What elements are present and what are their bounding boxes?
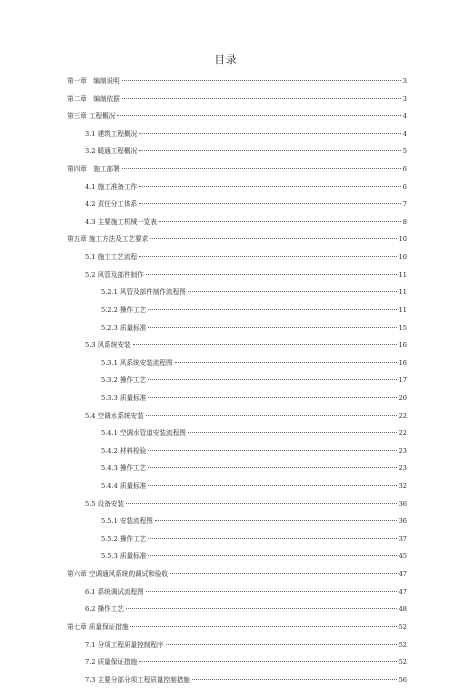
toc-entry[interactable] [67,496,407,514]
toc-dot-leader [139,133,401,134]
toc-entry-page-number: 6 [402,165,407,174]
toc-entry-label: 第四章 施工部署 [67,165,120,174]
toc-entry-page-number: 23 [398,446,407,455]
toc-entry-label: 3.2 暖通工程概况 [85,147,138,156]
toc-entry-label: 7.1 分项工程质量控制程序 [85,640,164,649]
toc-entry-label: 5.4 空调水系统安装 [85,411,144,420]
toc-entry-page-number: 47 [398,570,407,579]
toc-entry[interactable] [67,108,407,126]
toc-dot-leader [148,467,396,468]
toc-entry[interactable] [67,91,407,109]
toc-entry-page-number: 11 [398,288,407,297]
toc-entry[interactable] [67,320,407,338]
toc-entry-label: 5.4.2 材料检验 [101,446,147,455]
toc-entry-label: 第一章 编制说明 [67,77,120,85]
toc-entry-label: 7.3 主要分部分项工程质量控制措施 [85,675,190,684]
toc-entry-label: 第六章 空调通风系统的调试和验收 [67,570,169,579]
page-title: 目录 [214,54,238,66]
toc-entry-page-number: 11 [398,305,407,314]
toc-entry-page-number: 7 [402,200,407,209]
toc-entry-page-number: 52 [398,658,407,667]
toc-dot-leader [148,327,396,328]
toc-entry[interactable] [67,637,407,655]
toc-entry-label: 5.4.3 操作工艺 [101,464,147,473]
toc-dot-leader [117,115,401,116]
toc-entry[interactable] [67,566,407,584]
toc-entry-label: 5.5.3 质量标准 [101,552,147,561]
toc-entry[interactable] [67,355,407,373]
toc-dot-leader [126,608,397,609]
toc-entry[interactable] [67,196,407,214]
toc-entry-label: 5.1 施工工艺流程 [85,253,138,262]
toc-dot-leader [139,150,401,151]
toc-entry[interactable] [67,460,407,478]
toc-dot-leader [122,168,401,169]
toc-dot-leader [122,98,401,99]
toc-entry-page-number: 4 [402,129,407,138]
toc-entry-page-number: 10 [398,235,407,244]
toc-dot-leader [139,203,401,204]
toc-entry-page-number: 5 [402,147,407,156]
toc-entry-label: 5.5 设备安装 [85,499,124,508]
toc-dot-leader [122,80,401,81]
toc-entry-page-number: 16 [398,341,407,350]
toc-entry-label: 第二章 编制依据 [67,94,120,103]
toc-entry-label: 5.5.1 安装流程图 [101,517,153,526]
toc-entry[interactable] [67,654,407,672]
toc-entry[interactable] [67,143,407,161]
toc-entry-label: 4.2 责任分工体系 [85,200,138,209]
toc-entry-page-number: 47 [398,587,407,596]
toc-entry[interactable] [67,372,407,390]
toc-entry-page-number: 4 [402,112,407,121]
toc-entry-label: 5.5.2 操作工艺 [101,534,147,543]
toc-entry[interactable] [67,126,407,144]
toc-entry-page-number: 36 [398,499,407,508]
toc-entry[interactable] [67,601,407,619]
toc-entry-page-number: 23 [398,464,407,473]
toc-entry[interactable] [67,231,407,249]
toc-entry[interactable] [67,443,407,461]
toc-entry-page-number: 3 [402,94,407,103]
toc-entry[interactable] [67,214,407,232]
toc-entry[interactable] [67,425,407,443]
toc-entry-page-number: 6 [402,182,407,191]
toc-entry-page-number: 56 [398,675,407,684]
toc-entry[interactable] [67,161,407,179]
toc-dot-leader [130,626,396,627]
toc-entry-page-number: 17 [398,376,407,385]
toc-dot-leader [146,415,397,416]
toc-entry[interactable] [67,73,407,91]
toc-dot-leader [146,591,397,592]
toc-entry-page-number: 11 [398,270,407,279]
toc-entry-label: 5.2 风管及部件制作 [85,270,144,279]
toc-dot-leader [148,309,396,310]
toc-entry-label: 5.3.2 操作工艺 [101,376,147,385]
toc-entry-label: 5.3.3 质量标准 [101,393,147,402]
toc-dot-leader [148,485,396,486]
toc-entry-label: 7.2 质量保证措施 [85,658,138,667]
toc-dot-leader [155,520,397,521]
toc-entry[interactable] [67,548,407,566]
toc-entry-page-number: 22 [398,429,407,438]
toc-entry-label: 5.4.1 空调水管道安装流程图 [101,429,186,438]
toc-entry-page-number: 45 [398,552,407,561]
toc-entry[interactable] [67,531,407,549]
toc-entry-label: 6.2 操作工艺 [85,605,124,614]
toc-dot-leader [175,362,397,363]
toc-dot-leader [139,661,396,662]
toc-entry-page-number: 22 [398,411,407,420]
toc-entry-label: 5.2.1 风管及部件制作流程图 [101,288,186,297]
toc-entry-label: 3.1 建筑工程概况 [85,129,138,138]
toc-dot-leader [192,679,397,680]
toc-entry[interactable] [67,619,407,637]
toc-dot-leader [148,450,396,451]
toc-entry[interactable] [67,584,407,602]
toc-entry[interactable] [67,249,407,267]
toc-dot-leader [139,256,396,257]
toc-entry[interactable] [67,267,407,285]
toc-entry-label: 第七章 质量保证措施 [67,622,129,631]
toc-entry-page-number: 8 [402,217,407,226]
toc-entry-page-number: 36 [398,517,407,526]
toc-entry-label: 5.3 风系统安装 [85,341,131,350]
table-of-contents [67,73,407,689]
toc-entry-page-number: 16 [398,358,407,367]
toc-entry-page-number: 15 [398,323,407,332]
toc-entry-page-number: 10 [398,253,407,262]
toc-entry-label: 5.2.3 质量标准 [101,323,147,332]
toc-dot-leader [166,644,397,645]
toc-entry-page-number: 37 [398,534,407,543]
toc-entry-label: 4.1 施工准备工作 [85,182,138,191]
toc-entry[interactable] [67,337,407,355]
toc-dot-leader [148,555,396,556]
toc-dot-leader [146,274,397,275]
toc-dot-leader [148,538,396,539]
toc-entry[interactable] [67,284,407,302]
toc-entry-page-number: 52 [398,640,407,649]
toc-entry-page-number: 32 [398,482,407,491]
toc-entry-label: 5.3.1 风系统安装流程图 [101,358,173,367]
toc-entry-page-number: 3 [402,77,407,85]
toc-entry[interactable] [67,672,407,689]
toc-entry-label: 4.3 主要施工机械一览表 [85,217,157,226]
toc-dot-leader [148,397,396,398]
toc-entry-label: 6.1 系统调试流程图 [85,587,144,596]
toc-dot-leader [188,291,397,292]
toc-dot-leader [170,573,397,574]
toc-entry[interactable] [67,513,407,531]
toc-entry[interactable] [67,302,407,320]
toc-dot-leader [148,379,396,380]
toc-dot-leader [133,344,397,345]
toc-entry[interactable] [67,179,407,197]
toc-dot-leader [188,432,397,433]
toc-entry[interactable] [67,408,407,426]
toc-entry-label: 第三章 工程概况 [67,112,116,121]
toc-entry-label: 第五章 施工方法及工艺要求 [67,235,149,244]
toc-dot-leader [126,503,397,504]
toc-entry[interactable] [67,390,407,408]
toc-entry-page-number: 52 [398,622,407,631]
toc-entry-page-number: 20 [398,393,407,402]
toc-entry[interactable] [67,478,407,496]
toc-dot-leader [159,221,401,222]
toc-entry-label: 5.2.2 操作工艺 [101,305,147,314]
toc-dot-leader [150,238,396,239]
toc-entry-label: 5.4.4 质量标准 [101,482,147,491]
toc-entry-page-number: 48 [398,605,407,614]
toc-dot-leader [139,186,401,187]
